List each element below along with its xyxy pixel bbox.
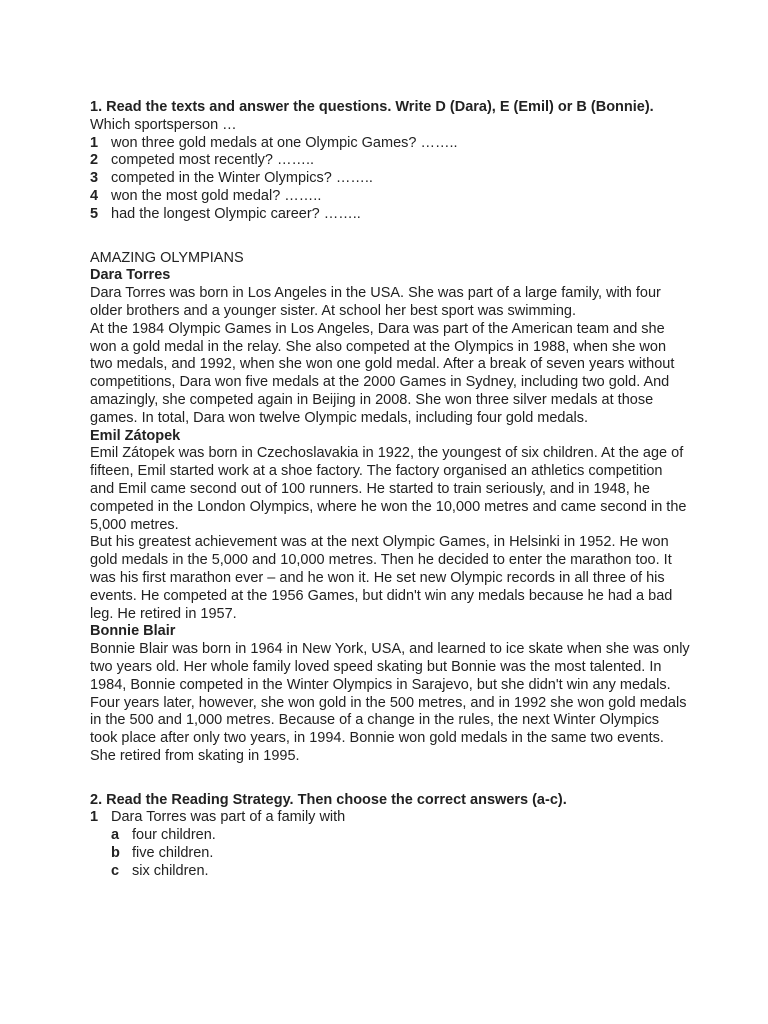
question-number: 5 — [90, 205, 99, 222]
question-text: had the longest Olympic career? …….. — [111, 205, 361, 222]
spacer — [90, 766, 690, 792]
question-number: 2 — [90, 152, 99, 169]
paragraph: At the 1984 Olympic Games in Los Angeles, Dara was part of the American team and she won a gold medal in the relay. She also competed at the Olympics in 1988, when she won two medals, and 1992, when she won one gold medal. After a break of seven years without competitions, Dara won five medals at the 2000 Games in Sydney, including two gold. And amazingly, she competed again in Beijing in 2008. She won three silver medals at those games. In total, Dara won twelve Olympic medals, including four gold medals. — [90, 320, 675, 426]
article-title: AMAZING OLYMPIANS — [90, 249, 244, 266]
paragraph: But his greatest achievement was at the next Olympic Games, in Helsinki in 1952. He won gold medals in the 5,000 and 10,000 metres. Then he decided to enter the marathon too. It was his first marathon ever – and he won it. He set new Olympic records in all three of his events. He competed at the 1956 Games, but didn't win any medals because he had a bad leg. He retired in 1957. — [90, 534, 673, 622]
option-letter: b — [111, 845, 120, 862]
option-letter: a — [111, 827, 120, 844]
task2-question — [90, 809, 690, 827]
question-number: 1 — [90, 134, 99, 151]
question-text: won the most gold medal? …….. — [111, 187, 322, 204]
answer-option — [90, 827, 690, 845]
task2-heading: 2. Read the Reading Strategy. Then choose the correct answers (a-c). — [90, 791, 567, 808]
question-item — [90, 170, 690, 188]
answer-option — [90, 863, 690, 881]
section-heading-bonnie: Bonnie Blair — [90, 623, 176, 640]
question-number: 1 — [90, 809, 99, 826]
paragraph: Dara Torres was born in Los Angeles in the USA. She was part of a large family, with four older brothers and a younger sister. At school her best sport was swimming. — [90, 285, 661, 319]
option-text: four children. — [132, 827, 216, 844]
question-text: competed in the Winter Olympics? …….. — [111, 170, 373, 187]
question-item — [90, 135, 690, 153]
question-text: won three gold medals at one Olympic Games? …….. — [111, 134, 458, 151]
section-heading-dara: Dara Torres — [90, 267, 171, 284]
paragraph: Emil Zátopek was born in Czechoslavakia in 1922, the youngest of six children. At the age of fifteen, Emil started work at a shoe factory. The factory organised an athletics competition and Emil came second out of 100 runners. He started to train seriously, and in 1948, he competed in the London Olympics, where he won the 10,000 metres and came second in the 5,000 metres. — [90, 445, 687, 533]
section-heading-emil: Emil Zátopek — [90, 427, 181, 444]
question-number: 3 — [90, 170, 99, 187]
task1-heading: 1. Read the texts and answer the questions. Write D (Dara), E (Emil) or B (Bonnie). — [90, 99, 654, 115]
question-text: Dara Torres was part of a family with — [111, 809, 346, 826]
paragraph: Bonnie Blair was born in 1964 in New York, USA, and learned to ice skate when she was only two years old. Her whole family loved speed skating but Bonnie was the most talented. In 1984, Bonnie competed in the Winter Olympics in Sarajevo, but she didn't win any medals. Four years later, however, she won gold in the 500 metres, and in 1992 she won gold medals in the 500 and 1,000 metres. Because of a change in the rules, the next Winter Olympics took place after only two years, in 1994. Bonnie won gold medals in the same two events. She retired from skating in 1995. — [90, 641, 690, 764]
spacer — [90, 224, 690, 250]
question-item — [90, 188, 690, 206]
option-text: six children. — [132, 862, 209, 879]
document-body — [90, 99, 690, 881]
task1-question-list — [90, 135, 690, 224]
question-item — [90, 206, 690, 224]
answer-option — [90, 845, 690, 863]
option-text: five children. — [132, 845, 214, 862]
option-letter: c — [111, 862, 120, 879]
question-number: 4 — [90, 187, 99, 204]
question-text: competed most recently? …….. — [111, 152, 315, 169]
question-item — [90, 152, 690, 170]
task1-intro: Which sportsperson … — [90, 116, 237, 133]
